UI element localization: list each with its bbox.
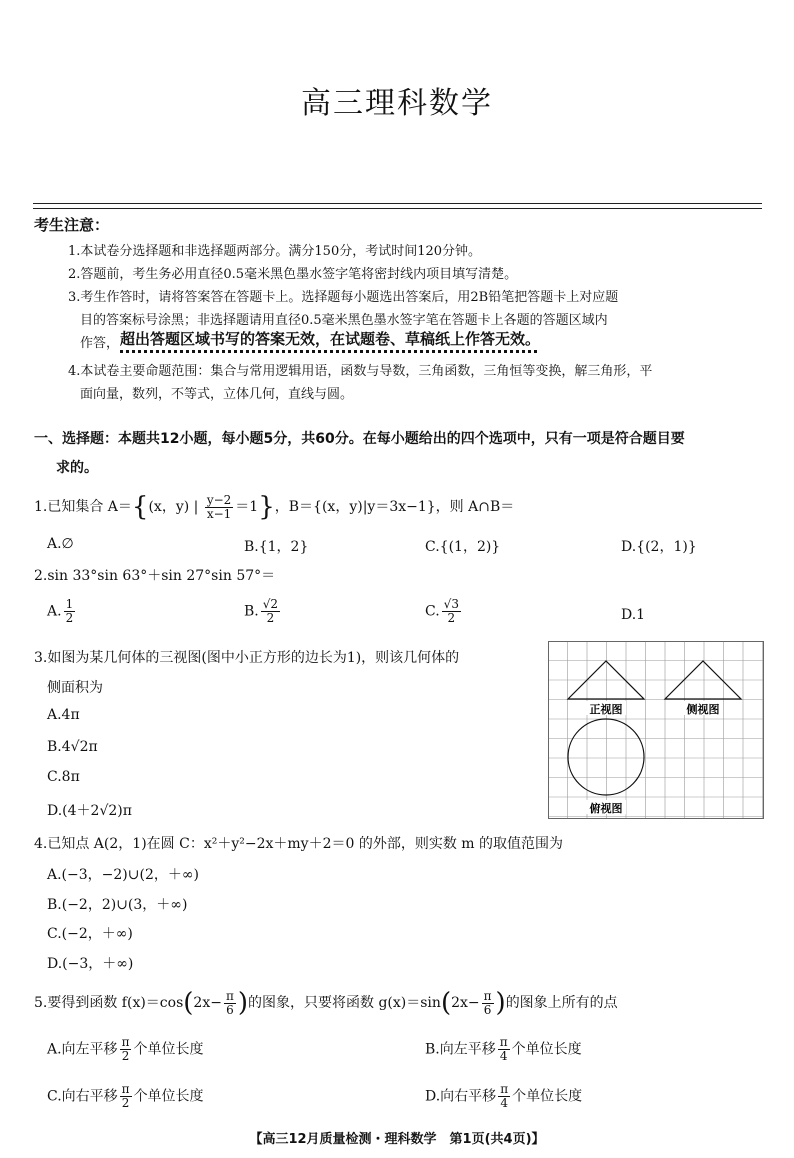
q5-f-frac bbox=[224, 990, 236, 1017]
q2-c-den: 2 bbox=[447, 611, 456, 625]
q2-option-c bbox=[425, 598, 463, 625]
question-5-stem bbox=[34, 988, 618, 1018]
notice-item-3-cont: 目的答案标号涂黑；非选择题请用直径0.5毫米黑色墨水签字笔在答题卡上各题的答题区域内 bbox=[80, 313, 608, 328]
q5-d-unit: 个单位长度 bbox=[512, 1088, 583, 1105]
q5-a-den: 2 bbox=[121, 1049, 130, 1063]
top-view-label: 俯视图 bbox=[589, 802, 623, 815]
figure-grid bbox=[548, 641, 764, 819]
q1-eq: ＝1 bbox=[235, 499, 259, 515]
q1-option-d: D.{(2，1)} bbox=[621, 539, 697, 555]
q5-c-pre: C.向右平移 bbox=[47, 1088, 118, 1105]
section-heading: 一、选择题：本题共12小题，每小题5分，共60分。在每小题给出的四个选项中，只有一项是符合题目要 bbox=[34, 431, 685, 447]
q5-a-pre: A.向左平移 bbox=[47, 1041, 118, 1058]
q5-option-b bbox=[425, 1036, 582, 1063]
notice-item-2: 2.答题前，考生务必用直径0.5毫米黑色墨水签字笔将密封线内项目填写清楚。 bbox=[68, 267, 518, 282]
q3-option-b: B.4√2π bbox=[47, 739, 98, 755]
notice-item-3: 3.考生作答时，请将答案答在答题卡上。选择题每小题选出答案后，用2B铅笔把答题卡上对应题 bbox=[68, 290, 619, 305]
q5-a-pi: π bbox=[121, 1035, 130, 1049]
q5-f-inner: 2x− bbox=[193, 995, 222, 1011]
q2-b-frac bbox=[261, 598, 280, 625]
q5-f-pi: π bbox=[225, 988, 234, 1003]
q2-c-frac bbox=[442, 598, 461, 625]
top-view-circle bbox=[568, 719, 644, 795]
q4-option-a: A.(−3，−2)∪(2，＋∞) bbox=[47, 867, 199, 883]
q5-d-den: 4 bbox=[500, 1096, 508, 1110]
notice-item-4: 4.本试卷主要命题范围：集合与常用逻辑用语，函数与导数，三角函数，三角恒等变换，解三角形，平 bbox=[68, 364, 653, 379]
q1-brace-open: { bbox=[131, 492, 149, 522]
q2-b-den: 2 bbox=[266, 611, 275, 625]
notice-item-3-cont2: 作答， bbox=[80, 336, 120, 351]
notice-item-4-cont: 面向量，数列，不等式，立体几何，直线与圆。 bbox=[80, 387, 354, 402]
page-title: 高三理科数学 bbox=[301, 86, 493, 121]
question-4-stem: 4.已知点 A(2，1)在圆 C：x²＋y²−2x＋my＋2＝0 的外部，则实数 m 的取值范围为 bbox=[34, 836, 564, 852]
q4-option-b: B.(−2，2)∪(3，＋∞) bbox=[47, 897, 188, 913]
q5-b-pre: B.向左平移 bbox=[425, 1041, 496, 1058]
q5-g-frac bbox=[482, 990, 494, 1017]
q2-a-frac bbox=[64, 598, 76, 625]
q5-b-unit: 个单位长度 bbox=[511, 1041, 582, 1058]
q5-c-frac bbox=[120, 1083, 132, 1110]
q1-set-elem: (x，y) bbox=[148, 499, 190, 515]
header-rule-thin bbox=[33, 208, 762, 209]
q5-option-a bbox=[47, 1036, 203, 1063]
q1-brace-close: } bbox=[258, 492, 275, 522]
side-view-label: 侧视图 bbox=[686, 703, 720, 716]
notice-heading: 考生注意： bbox=[34, 216, 110, 234]
question-1-stem bbox=[34, 492, 514, 522]
q5-option-d bbox=[425, 1083, 582, 1110]
notice-warning: 超出答题区域书写的答案无效，在试题卷、草稿纸上作答无效。 bbox=[120, 330, 541, 348]
q4-option-c: C.(−2，＋∞) bbox=[47, 926, 133, 942]
q5-pre: 5.要得到函数 f(x)＝cos bbox=[34, 995, 184, 1011]
q1-post: ，B＝{(x，y)|y＝3x−1}，则 A∩B＝ bbox=[274, 499, 515, 515]
q5-mid: 的图象，只要将函数 g(x)＝sin bbox=[248, 995, 441, 1011]
q3-option-a: A.4π bbox=[47, 707, 80, 723]
q2-c-label: C. bbox=[425, 603, 440, 620]
q5-paren-close-1: ) bbox=[237, 988, 249, 1018]
q5-paren-open-2: ( bbox=[440, 988, 452, 1018]
q1-fraction bbox=[205, 494, 233, 521]
q5-b-den: 4 bbox=[499, 1049, 508, 1063]
q5-c-unit: 个单位长度 bbox=[133, 1088, 204, 1105]
q5-g-inner: 2x− bbox=[451, 995, 480, 1011]
q2-b-label: B. bbox=[244, 603, 259, 620]
q1-frac-den: x−1 bbox=[206, 506, 232, 521]
q5-a-unit: 个单位长度 bbox=[133, 1041, 204, 1058]
q1-frac-num: y−2 bbox=[206, 492, 232, 507]
q2-b-num: √2 bbox=[262, 597, 279, 611]
q5-paren-open-1: ( bbox=[183, 988, 194, 1018]
q1-option-a: A.∅ bbox=[47, 536, 74, 552]
q5-c-pi: π bbox=[121, 1082, 130, 1096]
q1-bar: | bbox=[189, 499, 203, 515]
q2-option-a bbox=[47, 598, 77, 625]
q5-d-pre: D.向右平移 bbox=[425, 1088, 497, 1105]
page-footer: 【高三12月质量检测・理科数学 第1页(共4页)】 bbox=[249, 1132, 545, 1147]
q5-option-c bbox=[47, 1083, 204, 1110]
q1-option-b: B.{1，2} bbox=[244, 539, 309, 555]
q1-option-c: C.{(1，2)} bbox=[425, 539, 501, 555]
three-view-figure bbox=[548, 641, 764, 819]
notice-item-1: 1.本试卷分选择题和非选择题两部分。满分150分，考试时间120分钟。 bbox=[68, 244, 482, 259]
question-3-stem: 3.如图为某几何体的三视图(图中小正方形的边长为1)，则该几何体的 bbox=[34, 650, 460, 666]
q5-f-six: 6 bbox=[226, 1002, 234, 1017]
grid-border bbox=[549, 642, 764, 819]
q2-option-d: D.1 bbox=[621, 607, 646, 623]
q5-b-frac bbox=[498, 1036, 510, 1063]
q5-c-den: 2 bbox=[121, 1096, 130, 1110]
q5-g-pi: π bbox=[483, 988, 492, 1003]
q4-option-d: D.(−3，＋∞) bbox=[47, 956, 134, 972]
header-rule-thick bbox=[33, 203, 762, 204]
question-3-stem-cont: 侧面积为 bbox=[47, 680, 103, 696]
section-heading-cont: 求的。 bbox=[56, 460, 98, 476]
q2-a-den: 2 bbox=[65, 611, 74, 625]
q5-d-pi: π bbox=[500, 1082, 509, 1096]
q1-pre: 1.已知集合 A＝ bbox=[34, 499, 132, 515]
q5-a-frac bbox=[120, 1036, 132, 1063]
question-2-stem: 2.sin 33°sin 63°＋sin 27°sin 57°＝ bbox=[34, 568, 276, 584]
q2-option-b bbox=[244, 598, 282, 625]
q5-b-pi: π bbox=[499, 1035, 508, 1049]
q2-a-label: A. bbox=[47, 603, 62, 620]
q5-d-frac bbox=[498, 1083, 510, 1110]
q5-post: 的图象上所有的点 bbox=[505, 995, 618, 1011]
q2-c-num: √3 bbox=[443, 597, 459, 611]
q2-a-num: 1 bbox=[65, 597, 74, 611]
q5-paren-close-2: ) bbox=[495, 988, 506, 1018]
q3-option-d: D.(4＋2√2)π bbox=[47, 803, 132, 819]
q3-option-c: C.8π bbox=[47, 769, 80, 785]
q5-g-six: 6 bbox=[483, 1002, 492, 1017]
front-view-label: 正视图 bbox=[589, 703, 623, 716]
